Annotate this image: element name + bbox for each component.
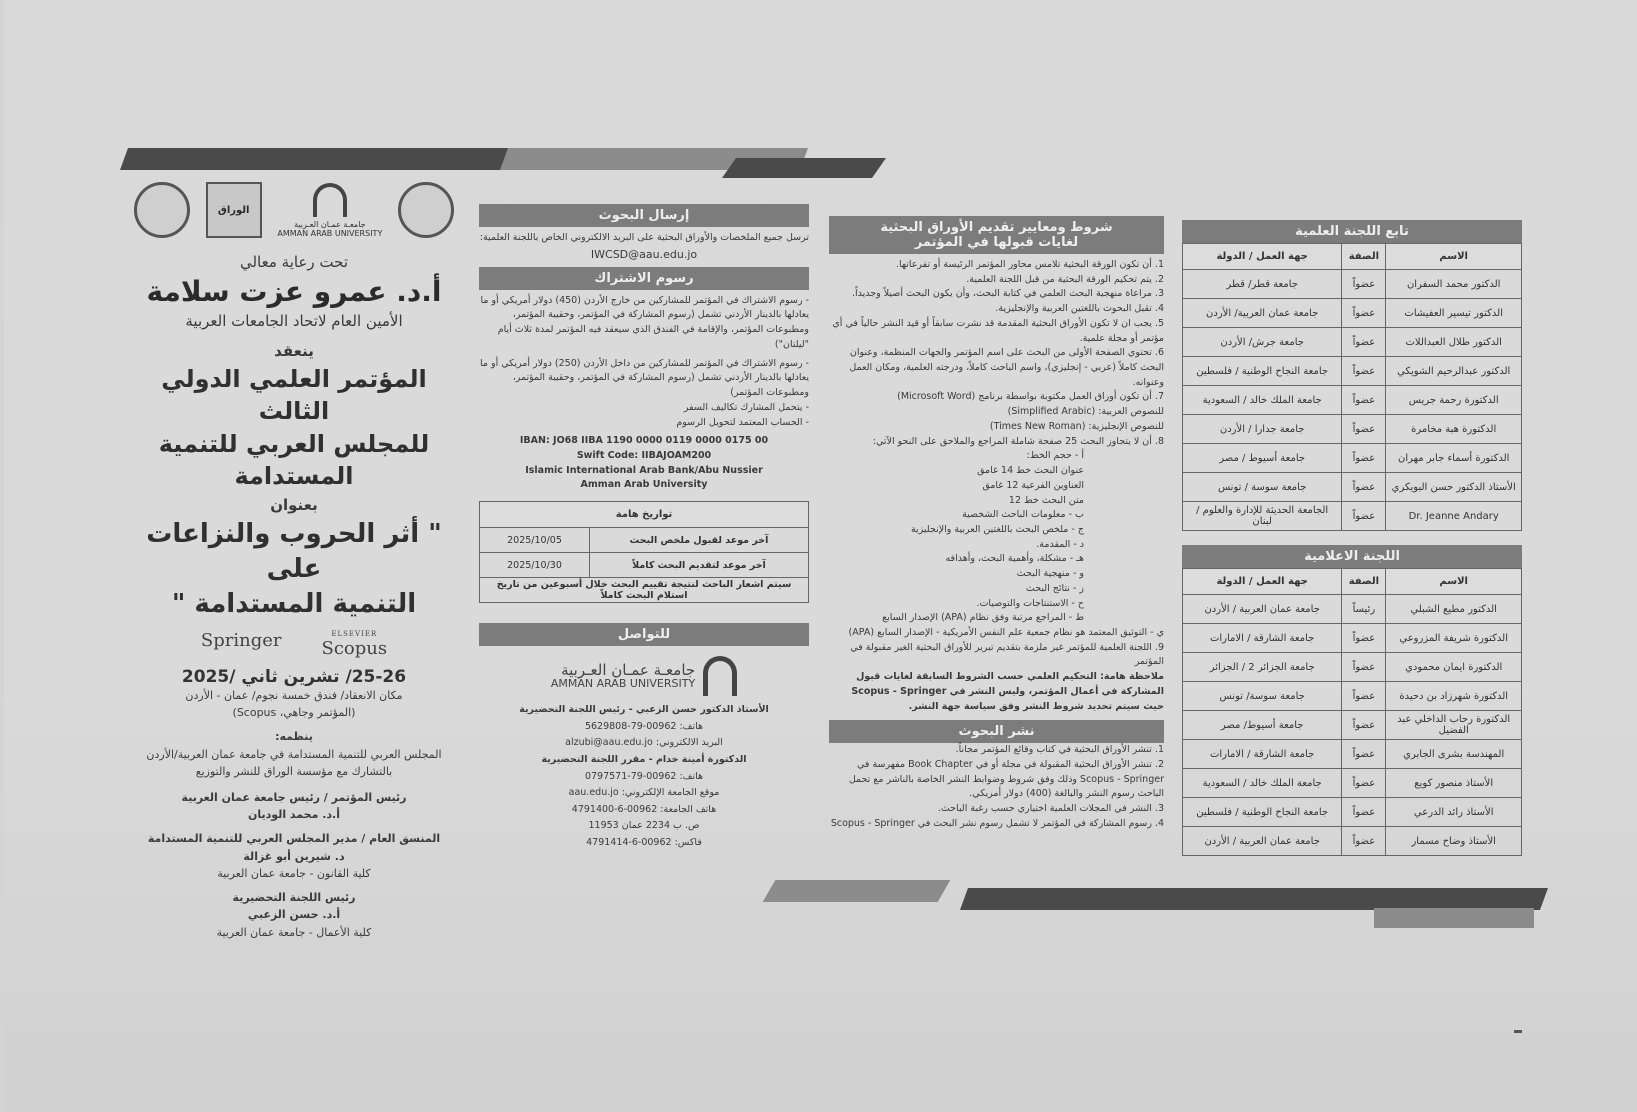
list-item: 6. تحتوي الصفحة الأولى من البحث على اسم المؤتمر والجهات المنظمة، وعنوان البحث كاملاً (عربي - إنجليزي)، واسم الباحث كاملاً، ودرجته العلمية، ومكان العمل وعنوانه. xyxy=(849,347,1164,388)
list-item: 1. أن تكون الورقة البحثية تلامس محاور المؤتمر الرئيسة أو تفرعاتها. xyxy=(895,259,1164,270)
bottom-stripe-dark xyxy=(960,888,1548,910)
table-row: الأستاذ رائد الدرعي عضواً جامعة النجاح الوطنية / فلسطين xyxy=(1183,798,1522,827)
contact-6: موقع الجامعة الإلكتروني: aau.edu.jo xyxy=(568,787,720,799)
dates-header: تواريخ هامة xyxy=(480,502,809,528)
aau-arch-icon xyxy=(313,183,347,217)
table-row: الأستاذ وضاح مسمار عضواً جامعة عمان العربية / الأردن xyxy=(1183,827,1522,856)
list-item: عنوان البحث خط 14 غامق xyxy=(977,465,1084,477)
list-item: د - المقدمة. xyxy=(1036,538,1084,550)
table-row: الدكتور تيسير العفيشات عضواً جامعة عمان العربية/ الأردن xyxy=(1183,299,1522,328)
organizer-1: المجلس العربي للتنمية المستدامة في جامعة عمان العربية/الأردن xyxy=(146,747,442,761)
list-item: ز - نتائج البحث xyxy=(1025,582,1084,594)
coordinator-title: المنسق العام / مدير المجلس العربي للتنمية المستدامة xyxy=(147,832,441,845)
fee-inside: - رسوم الاشتراك في المؤتمر للمشاركين من داخل الأردن (250) دولار أمريكي أو ما يعادلها بالدينار الأردني تشمل (رسوم المشاركة في المؤتمر، وحقيبة المؤتمر، ومطبوعات المؤتمر) xyxy=(480,357,809,399)
swift-code: Swift Code: IIBAJOAM200 xyxy=(576,449,712,461)
list-item: 1. تنشر الأوراق البحثية في كتاب وقائع المؤتمر مجاناً. xyxy=(955,744,1164,756)
coordinator-affiliation: كلية القانون - جامعة عمان العربية xyxy=(217,867,371,881)
contact-8: ص. ب 2234 عمان 11953 xyxy=(588,820,700,832)
table-row: الدكتورة شهرزاد بن دحيدة عضواً جامعة سوسة/ تونس xyxy=(1183,682,1522,711)
list-item: هـ - مشكلة، وأهمية البحث، وأهدافه xyxy=(945,553,1084,565)
patron-title: الأمين العام لاتحاد الجامعات العربية xyxy=(185,312,403,330)
table-row: الدكتور عبدالرحيم الشويكي عضواً جامعة النجاح الوطنية / فلسطين xyxy=(1183,357,1522,386)
title-panel xyxy=(134,182,454,942)
aau-arch-icon xyxy=(703,656,737,696)
table-row: الدكتورة ايمان محمودي عضواً جامعة الجزائر 2 / الجزائر xyxy=(1183,653,1522,682)
list-item: 2. تنشر الأوراق البحثية المقبولة في مجلة أو في Book Chapter مفهرسة في Scopus - Springer وذلك وفق شروط وضوابط النشر الخاصة بالناشر مع تحمل الباحث رسوم النشر والبالغة (400) دولار أمريكي. xyxy=(848,759,1164,800)
submit-email: IWCSD@aau.edu.jo xyxy=(590,247,698,261)
alwarraq-logo: الوراق xyxy=(206,182,262,238)
prep-committee-name: أ.د. حسن الزعبي xyxy=(247,908,341,922)
list-item: متن البحث خط 12 xyxy=(1008,494,1084,506)
conference-mode: (المؤتمر وجاهي، Scopus) xyxy=(232,706,356,720)
top-stripe-small xyxy=(722,158,886,178)
table-row: الدكتور محمد السفران عضواً جامعة قطر/ قطر xyxy=(1183,270,1522,299)
table-row: الدكتورة شريفة المزروعي عضواً جامعة الشارقة / الامارات xyxy=(1183,624,1522,653)
list-item: 9. اللجنة العلمية للمؤتمر غير ملزمة بتقديم تبرير للأوراق البحثية الغير مقبولة في المؤتمر xyxy=(850,641,1164,668)
fees-header: رسوم الاشتراك xyxy=(479,267,809,290)
list-item: 8. أن لا يتجاوز البحث 25 صفحة شاملة المراجع والملاحق على النحو الآتي: xyxy=(872,435,1164,447)
scopus-logo: ELSEVIER Scopus xyxy=(321,629,388,659)
contact-4: الدكتورة أمينة خدام - مقرر اللجنة التحضيرية xyxy=(541,753,747,765)
submit-text: ترسل جميع الملخصات والأوراق البحثية على البريد الالكتروني الخاص باللجنة العلمية: xyxy=(479,232,809,243)
list-item: ج - ملخص البحث باللغتين العربية والإنجليزية xyxy=(910,523,1084,535)
bank-name: Islamic International Arab Bank/Abu Nussier xyxy=(525,464,763,476)
submit-header: إرسال البحوث xyxy=(479,204,809,227)
holds-label: ينعقد xyxy=(274,342,314,360)
list-item: 2. يتم تحكيم الورقة البحثية من قبل اللجنة العلمية. xyxy=(966,273,1164,285)
photo-background xyxy=(4,0,1637,1112)
list-item: ط - المراجع مرتبة وفق نظام (APA) الإصدار السابع xyxy=(882,612,1084,624)
conference-line-1: المؤتمر العلمي الدولي الثالث xyxy=(161,365,427,426)
table-row: الدكتورة هبة مخامرة عضواً جامعة جدارا / الأردن xyxy=(1183,415,1522,444)
brochure-sheet xyxy=(124,148,1594,948)
conference-line-2: للمجلس العربي للتنمية المستدامة xyxy=(158,429,430,491)
fee-travel: - يتحمل المشارك تكاليف السفر xyxy=(683,401,809,413)
arab-universities-logo xyxy=(398,182,454,238)
criteria-header: شروط ومعايير تقديم الأوراق البحثية لغايات قبولها في المؤتمر xyxy=(829,216,1164,254)
account-name: Amman Arab University xyxy=(580,479,708,491)
table-row: الأستاذ منصور كويع عضواً جامعة الملك خالد / السعودية xyxy=(1183,769,1522,798)
organizes-label: ينظمه: xyxy=(275,730,313,744)
list-item: للنصوص الإنجليزية: (Times New Roman) xyxy=(989,420,1164,432)
contact-2: هاتف: 00962-79-5629808 xyxy=(584,720,704,732)
publisher-logos xyxy=(134,630,454,659)
prep-committee-title: رئيس اللجنة التحضيرية xyxy=(232,890,356,904)
table-row: المهندسة بشرى الجابري عضواً جامعة الشارقة / الامارات xyxy=(1183,740,1522,769)
top-stripe-dark xyxy=(120,148,548,170)
table-row: الدكتور طلال العبداللات عضواً جامعة جرش/ الأردن xyxy=(1183,328,1522,357)
media-committee-table: الاسم الصفة جهة العمل / الدولة الدكتور مطيع الشبلي رئيساً جامعة عمان العربية / الأردن الدكتورة شريفة المزروعي عضواً جامعة الشارقة / الامارات الدكتورة ايمان محمودي عضواً جامعة الجزائر 2 / الجزائر الدكتورة شهرزاد بن دحيدة عضواً جامعة سوسة/ تونس الدكتورة رحاب الداخلي عبد الفضيل عضواً جامعة أسيوط/ مصر المهندسة بشرى الجابري عضواً جامعة الشارقة / الامارات الأستاذ منصور كويع عضواً جامعة الملك خالد / السعودية الأستاذ رائد الدرعي عضواً جامعة النجاح الوطنية / فلسطين الأستاذ وضاح مسمار عضواً جامعة عمان العربية / الأردن xyxy=(1182,568,1522,856)
table-row: الدكتورة رحمة جريس عضواً جامعة الملك خالد / السعودية xyxy=(1183,386,1522,415)
media-committee-header: اللجنة الاعلامية xyxy=(1182,545,1522,568)
theme-line-1: " أثر الحروب والنزاعات على xyxy=(146,518,442,584)
logo-row xyxy=(134,182,454,238)
list-item: 4. رسوم المشاركة في المؤتمر لا تشمل رسوم نشر البحث في Scopus - Springer xyxy=(830,817,1164,829)
aau-logo-contact: جامعـة عمـان العـربية AMMAN ARAB UNIVERSITY xyxy=(479,656,809,696)
contact-9: فاكس: 00962-6-4791414 xyxy=(586,837,702,849)
list-item: 7. أن تكون أوراق العمل مكتوبة بواسطة برنامج (Microsoft Word) xyxy=(897,391,1164,403)
council-logo xyxy=(134,182,190,238)
contact-5: هاتف: 00962-79-0797571 xyxy=(584,770,704,782)
list-item: و - منهجية البحث xyxy=(1016,568,1084,580)
titled-label: بعنوان xyxy=(270,495,318,514)
patronage: تحت رعاية معالي xyxy=(239,253,349,271)
list-item: العناوين الفرعية 12 غامق xyxy=(982,479,1084,491)
theme-line-2: التنمية المستدامة " xyxy=(171,588,417,619)
list-item: 5. يجب ان لا تكون الأوراق البحثية المقدمة قد نشرت سابقاً أو قيد النشر حالياً في أي مؤتمر أو مجلة علمية. xyxy=(832,317,1164,344)
committees-panel xyxy=(1182,220,1522,856)
aau-logo: جامعـة عمـان العـربية AMMAN ARAB UNIVERSITY xyxy=(277,183,382,238)
table-row: آخر موعد لتقديم البحث كاملاً 2025/10/30 xyxy=(480,553,809,578)
venue: مكان الانعقاد/ فندق خمسة نجوم/ عمان - الأردن xyxy=(185,688,403,702)
bottom-stripe-left xyxy=(763,880,951,902)
list-item: 3. مراعاة منهجية البحث العلمي في كتابة البحث، وأن يكون البحث أصيلاً وجديداً. xyxy=(852,288,1164,300)
speck xyxy=(1514,1030,1522,1033)
scientific-committee-table: الاسم الصفة جهة العمل / الدولة الدكتور محمد السفران عضواً جامعة قطر/ قطر الدكتور تيسير العفيشات عضواً جامعة عمان العربية/ الأردن الدكتور طلال العبداللات عضواً جامعة جرش/ الأردن الدكتور عبدالرحيم الشويكي عضواً جامعة النجاح الوطنية / فلسطين الدكتورة رحمة جريس عضواً جامعة الملك خالد / السعودية الدكتورة هبة مخامرة عضواً جامعة جدارا / الأردن الدكتورة أسماء جابر مهران عضواً جامعة أسيوط / مصر الأستاذ الدكتور حسن البويكري عضواً جامعة سوسة / تونس Dr. Jeanne Andary عضواً الجامعة الحديثة للإدارة والعلوم / لبنان xyxy=(1182,243,1522,531)
conference-date: 25-26/ تشرين ثاني /2025 xyxy=(181,666,407,687)
list-item: للنصوص العربية: (Simplified Arabic) xyxy=(1007,406,1164,418)
contact-header: للتواصل xyxy=(479,623,809,646)
list-item: 4. تقبل البحوث باللغتين العربية والإنجليزية. xyxy=(995,303,1164,315)
table-row: آخر موعد لقبول ملخص البحث 2025/10/05 xyxy=(480,528,809,553)
fee-outside: - رسوم الاشتراك في المؤتمر للمشاركين من خارج الأردن (450) دولار أمريكي أو ما يعادلها بالدينار الأردني تشمل (رسوم المشاركة في المؤتمر، وحقيبة المؤتمر، ومطبوعات المؤتمر، والإقامة في الفندق الذي سيعقد فيه المؤتمر لمدة ثلاث أيام "ليلتان") xyxy=(480,294,809,350)
list-item: ي - التوثيق المعتمد هو نظام جمعية علم النفس الأمريكية - الإصدار السابع (APA) xyxy=(848,626,1164,638)
table-row: Dr. Jeanne Andary عضواً الجامعة الحديثة للإدارة والعلوم / لبنان xyxy=(1183,502,1522,531)
important-note: ملاحظة هامة: التحكيم العلمي حسب الشروط السابقة لغايات قبول المشاركة في أعمال المؤتمر، وليس النشر في Scopus - Springer حيث سيتم تحديد شروط النشر وفق سياسة جهة النشر. xyxy=(851,671,1164,712)
contact-1: الأستاذ الدكتور حسن الزعبي - رئيس اللجنة التحضيرية xyxy=(519,704,769,716)
list-item: ب - معلومات الباحث الشخصية xyxy=(962,509,1084,521)
prep-committee-affiliation: كلية الأعمال - جامعة عمان العربية xyxy=(216,925,372,939)
patron-name: أ.د. عمرو عزت سلامة xyxy=(146,275,442,308)
table-row: الأستاذ الدكتور حسن البويكري عضواً جامعة سوسة / تونس xyxy=(1183,473,1522,502)
organizer-2: بالتشارك مع مؤسسة الوراق للنشر والتوزيع xyxy=(195,765,393,779)
table-row: الدكتورة أسماء جابر مهران عضواً جامعة أسيوط / مصر xyxy=(1183,444,1522,473)
submission-panel xyxy=(479,204,809,852)
table-row: الدكتورة رحاب الداخلي عبد الفضيل عضواً جامعة أسيوط/ مصر xyxy=(1183,711,1522,740)
iban: IBAN: JO68 IIBA 1190 0000 0119 0000 0175 00 xyxy=(519,435,769,447)
scientific-committee-header: تابع اللجنة العلمية xyxy=(1182,220,1522,243)
dates-note: سيتم اشعار الباحث لنتيجة تقييم البحث خلال أسبوعين من تاريخ استلام البحث كاملاً xyxy=(480,578,809,603)
dates-table xyxy=(479,501,809,603)
contact-3: البريد الالكتروني: alzubi@aau.edu.jo xyxy=(565,737,723,749)
criteria-list xyxy=(829,258,1164,714)
publishing-header: نشر البحوث xyxy=(829,720,1164,743)
list-item: 3. النشر في المجلات العلمية اختياري حسب رغبة الباحث. xyxy=(937,803,1164,815)
chair-title: رئيس المؤتمر / رئيس جامعة عمان العربية xyxy=(181,790,407,804)
springer-logo: Springer xyxy=(200,629,282,651)
table-row: الدكتور مطيع الشبلي رئيساً جامعة عمان العربية / الأردن xyxy=(1183,595,1522,624)
list-item: أ - حجم الخط: xyxy=(1026,450,1084,462)
fee-account: - الحساب المعتمد لتحويل الرسوم xyxy=(676,416,809,428)
coordinator-name: د. شيرين أبو غزالة xyxy=(243,849,345,863)
chair-name: أ.د. محمد الوديان xyxy=(248,808,340,822)
list-item: ح - الاستنتاجات والتوصيات. xyxy=(976,597,1084,609)
bottom-stripe-right xyxy=(1374,908,1534,928)
criteria-panel xyxy=(829,216,1164,832)
contact-7: هاتف الجامعة: 00962-6-4791400 xyxy=(571,803,717,815)
